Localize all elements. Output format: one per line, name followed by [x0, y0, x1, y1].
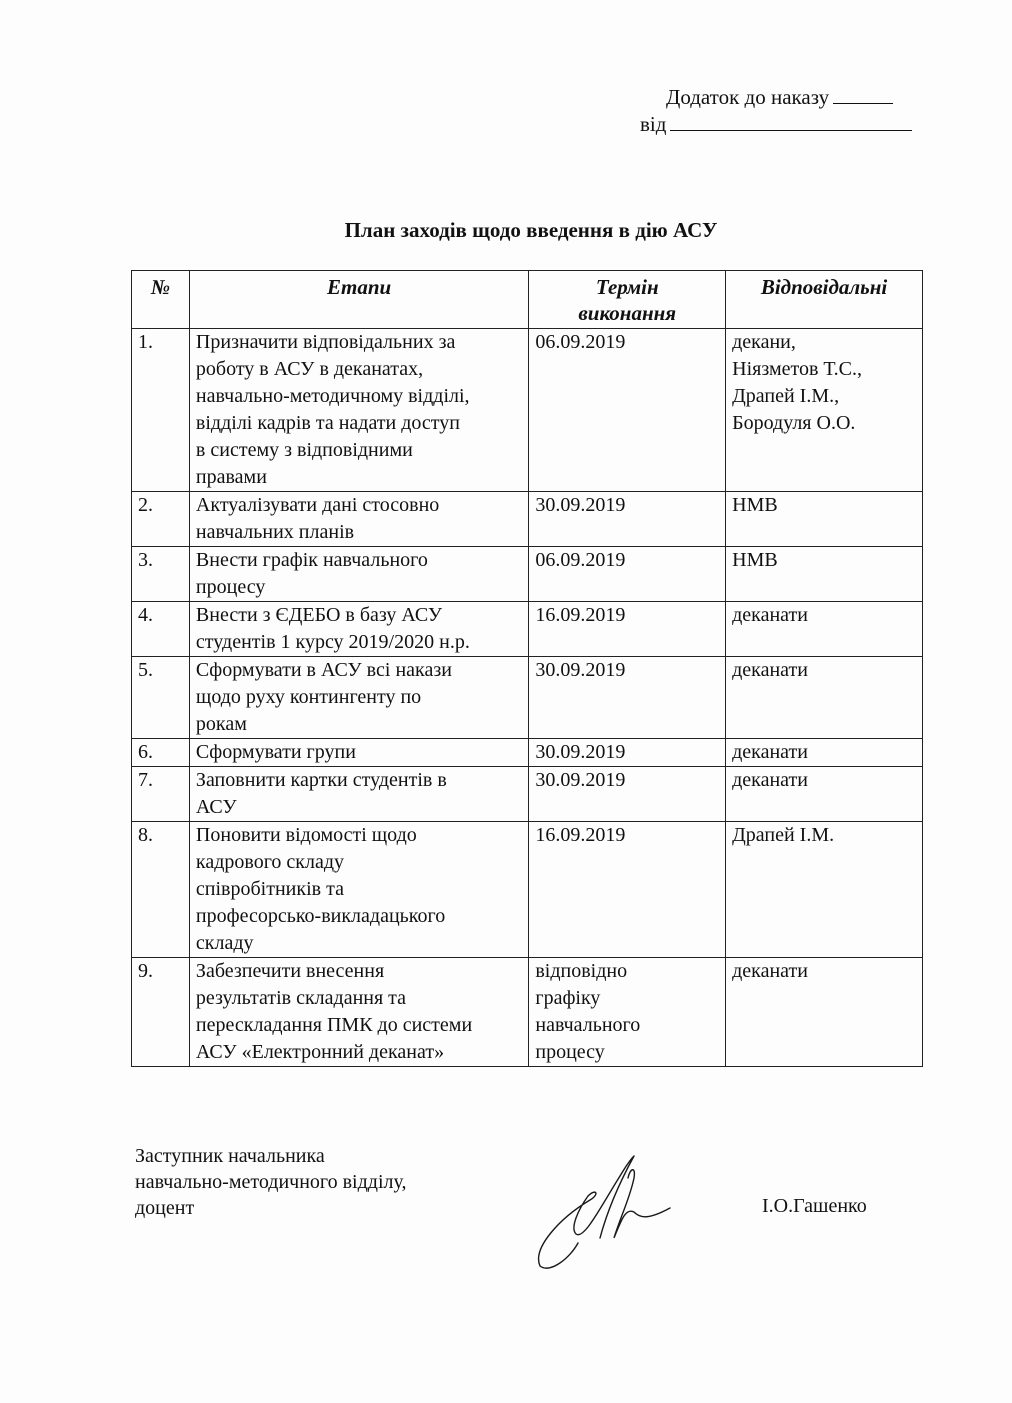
row-stage-line: правами	[195, 466, 267, 488]
row-stage	[189, 492, 528, 547]
row-number: 6.	[132, 739, 190, 767]
row-responsible-line: НМВ	[732, 549, 778, 571]
row-stage-line: студентів 1 курсу 2019/2020 н.р.	[195, 631, 470, 653]
table-row	[132, 602, 923, 657]
row-deadline	[529, 767, 726, 822]
row-deadline	[529, 602, 726, 657]
row-stage	[189, 739, 528, 767]
row-responsible	[726, 492, 923, 547]
document-title: План заходів щодо введення в дію АСУ	[344, 218, 718, 242]
row-stage-line: в систему з відповідними	[195, 439, 413, 461]
row-number: 1.	[132, 329, 190, 492]
row-stage-line: роботу в АСУ в деканатах,	[195, 358, 424, 380]
row-deadline-line: 30.09.2019	[535, 741, 626, 763]
header-deadline	[529, 271, 726, 329]
row-stage-line: Актуалізувати дані стосовно	[195, 494, 440, 516]
row-responsible	[726, 767, 923, 822]
table-row	[132, 547, 923, 602]
row-deadline-line: 30.09.2019	[535, 494, 626, 516]
row-stage-line: АСУ	[195, 796, 237, 818]
handwritten-signature	[530, 1148, 700, 1278]
row-responsible	[726, 822, 923, 958]
row-number: 7.	[132, 767, 190, 822]
header-responsible: Відповідальні	[726, 271, 923, 329]
row-stage-line: результатів складання та	[195, 987, 407, 1009]
row-stage-line: Сформувати в АСУ всі накази	[195, 659, 452, 681]
row-deadline	[529, 958, 726, 1067]
row-stage-line: професорсько-викладацького	[195, 905, 446, 927]
row-responsible	[726, 958, 923, 1067]
row-number: 4.	[132, 602, 190, 657]
row-responsible	[726, 602, 923, 657]
row-deadline	[529, 657, 726, 739]
row-stage-line: навчально-методичному відділі,	[195, 385, 470, 407]
row-stage-line: Внести графік навчального	[195, 549, 428, 571]
row-stage-line: співробітників та	[195, 878, 344, 900]
row-responsible-line: Ніязметов Т.С.,	[732, 358, 862, 380]
row-stage	[189, 767, 528, 822]
row-deadline	[529, 492, 726, 547]
header-num: №	[132, 271, 190, 329]
row-responsible-line: деканати	[732, 960, 808, 982]
row-stage-line: кадрового складу	[195, 851, 345, 873]
row-number: 2.	[132, 492, 190, 547]
order-number-blank	[833, 85, 893, 104]
row-stage	[189, 329, 528, 492]
appendix-line-order	[640, 84, 912, 111]
row-deadline-line: графіку	[535, 987, 601, 1009]
row-stage-line: процесу	[195, 576, 266, 598]
table-row	[132, 958, 923, 1067]
row-stage-line: складу	[195, 932, 254, 954]
row-deadline	[529, 739, 726, 767]
header-stage: Етапи	[189, 271, 528, 329]
row-stage-line: Забезпечити внесення	[195, 960, 385, 982]
row-deadline	[529, 329, 726, 492]
row-responsible-line: деканати	[732, 604, 808, 626]
table-row	[132, 739, 923, 767]
row-number: 3.	[132, 547, 190, 602]
table-row	[132, 329, 923, 492]
order-date-blank	[670, 112, 912, 131]
row-responsible-line: деканати	[732, 741, 808, 763]
plan-table	[131, 270, 923, 1067]
table-body	[132, 329, 923, 1067]
row-stage	[189, 547, 528, 602]
row-responsible-line: декани,	[732, 331, 796, 353]
appendix-line-date	[640, 111, 912, 138]
row-responsible	[726, 329, 923, 492]
appendix-order-label: Додаток до наказу	[666, 85, 830, 109]
row-responsible	[726, 547, 923, 602]
row-stage-line: навчальних планів	[195, 521, 355, 543]
row-deadline-line: 30.09.2019	[535, 659, 626, 681]
row-stage	[189, 958, 528, 1067]
row-deadline-line: 06.09.2019	[535, 331, 626, 353]
row-deadline-line: навчального	[535, 1014, 641, 1036]
table-row	[132, 822, 923, 958]
row-stage-line: Призначити відповідальних за	[195, 331, 456, 353]
row-responsible-line: Бородуля О.О.	[732, 412, 856, 434]
row-responsible-line: деканати	[732, 769, 808, 791]
header-deadline-line2: виконання	[578, 301, 677, 325]
row-number: 9.	[132, 958, 190, 1067]
table-row	[132, 767, 923, 822]
row-responsible	[726, 657, 923, 739]
row-stage-line: Внести з ЄДЕБО в базу АСУ	[195, 604, 443, 626]
row-responsible-line: НМВ	[732, 494, 778, 516]
row-stage	[189, 602, 528, 657]
appendix-header	[640, 84, 912, 138]
table-row	[132, 492, 923, 547]
row-deadline-line: 30.09.2019	[535, 769, 626, 791]
row-stage-line: АСУ «Електронний деканат»	[195, 1041, 445, 1063]
row-stage	[189, 657, 528, 739]
row-deadline-line: процесу	[535, 1041, 605, 1063]
row-stage	[189, 822, 528, 958]
position-line-2: навчально-методичного відділу,	[135, 1171, 407, 1193]
signature-position	[135, 1143, 407, 1221]
row-stage-line: щодо руху контингенту по	[195, 686, 422, 708]
appendix-date-label: від	[640, 112, 667, 136]
row-responsible	[726, 739, 923, 767]
row-number: 8.	[132, 822, 190, 958]
position-line-3: доцент	[135, 1197, 195, 1219]
position-line-1: Заступник начальника	[135, 1145, 325, 1167]
row-deadline	[529, 547, 726, 602]
row-responsible-line: Драпей І.М.	[732, 824, 835, 846]
row-stage-line: перескладання ПМК до системи	[195, 1014, 473, 1036]
row-stage-line: відділі кадрів та надати доступ	[195, 412, 460, 434]
row-responsible-line: деканати	[732, 659, 808, 681]
row-deadline	[529, 822, 726, 958]
table-header-row	[132, 271, 923, 329]
row-stage-line: рокам	[195, 713, 247, 735]
row-responsible-line: Драпей І.М.,	[732, 385, 840, 407]
row-number: 5.	[132, 657, 190, 739]
row-deadline-line: 16.09.2019	[535, 604, 626, 626]
signatory-name: І.О.Гашенко	[762, 1195, 867, 1217]
row-deadline-line: 16.09.2019	[535, 824, 626, 846]
row-deadline-line: 06.09.2019	[535, 549, 626, 571]
table-row	[132, 657, 923, 739]
row-stage-line: Сформувати групи	[195, 741, 356, 763]
header-deadline-line1: Термін	[595, 275, 659, 299]
row-deadline-line: відповідно	[535, 960, 628, 982]
row-stage-line: Заповнити картки студентів в	[195, 769, 447, 791]
row-stage-line: Поновити відомості щодо	[195, 824, 417, 846]
